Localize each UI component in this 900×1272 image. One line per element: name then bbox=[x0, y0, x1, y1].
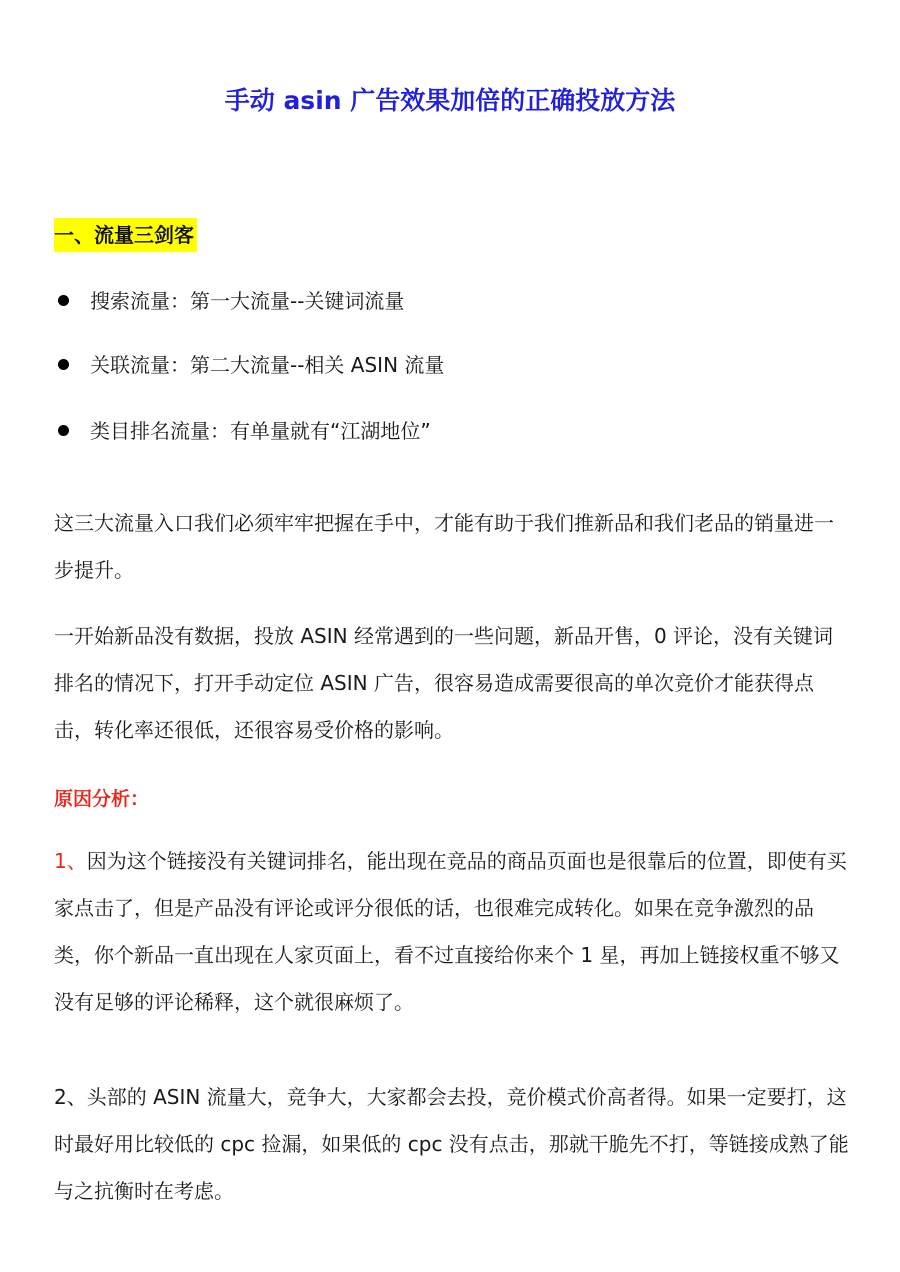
analysis-item-1 bbox=[54, 838, 849, 1026]
list-item bbox=[54, 416, 431, 446]
bullet-dot-icon bbox=[58, 425, 69, 436]
section-heading-traffic: 一、流量三剑客 bbox=[54, 218, 197, 252]
list-item-text: 搜索流量：第一大流量--关键词流量 bbox=[90, 289, 405, 313]
bullet-dot-icon bbox=[58, 359, 69, 370]
paragraph-new-product-issues: 一开始新品没有数据，投放 ASIN 经常遇到的一些问题，新品开售，0 评论，没有关键词排名的情况下，打开手动定位 ASIN 广告，很容易造成需要很高的单次竞价才能获得点击，转化率还很低，还很容易受价格的影响。 bbox=[54, 624, 834, 742]
item-number: 1、 bbox=[54, 849, 87, 873]
list-item bbox=[54, 350, 444, 380]
list-item bbox=[54, 286, 404, 316]
document-title: 手动 asin 广告效果加倍的正确投放方法 bbox=[224, 86, 676, 115]
item-text: 因为这个链接没有关键词排名，能出现在竞品的商品页面也是很靠后的位置，即使有买家点击了，但是产品没有评论或评分很低的话，也很难完成转化。如果在竞争激烈的品类，你个新品一直出现在人家页面上，看不过直接给你来个 1 星，再加上链接权重不够又没有足够的评论稀释，这个就很麻烦了。 bbox=[54, 849, 847, 1014]
list-item-text: 类目排名流量：有单量就有“江湖地位” bbox=[90, 419, 431, 443]
cause-analysis-heading: 原因分析： bbox=[54, 788, 150, 810]
list-item-text: 关联流量：第二大流量--相关 ASIN 流量 bbox=[90, 353, 445, 377]
paragraph-traffic-summary: 这三大流量入口我们必须牢牢把握在手中，才能有助于我们推新品和我们老品的销量进一步提升。 bbox=[54, 511, 834, 582]
analysis-item-2: 2、头部的 ASIN 流量大，竞争大，大家都会去投，竞价模式价高者得。如果一定要打，这时最好用比较低的 cpc 捡漏，如果低的 cpc 没有点击，那就干脆先不打，等链接成熟了能与之抗衡时在考虑。 bbox=[54, 1085, 849, 1203]
bullet-dot-icon bbox=[58, 295, 69, 306]
